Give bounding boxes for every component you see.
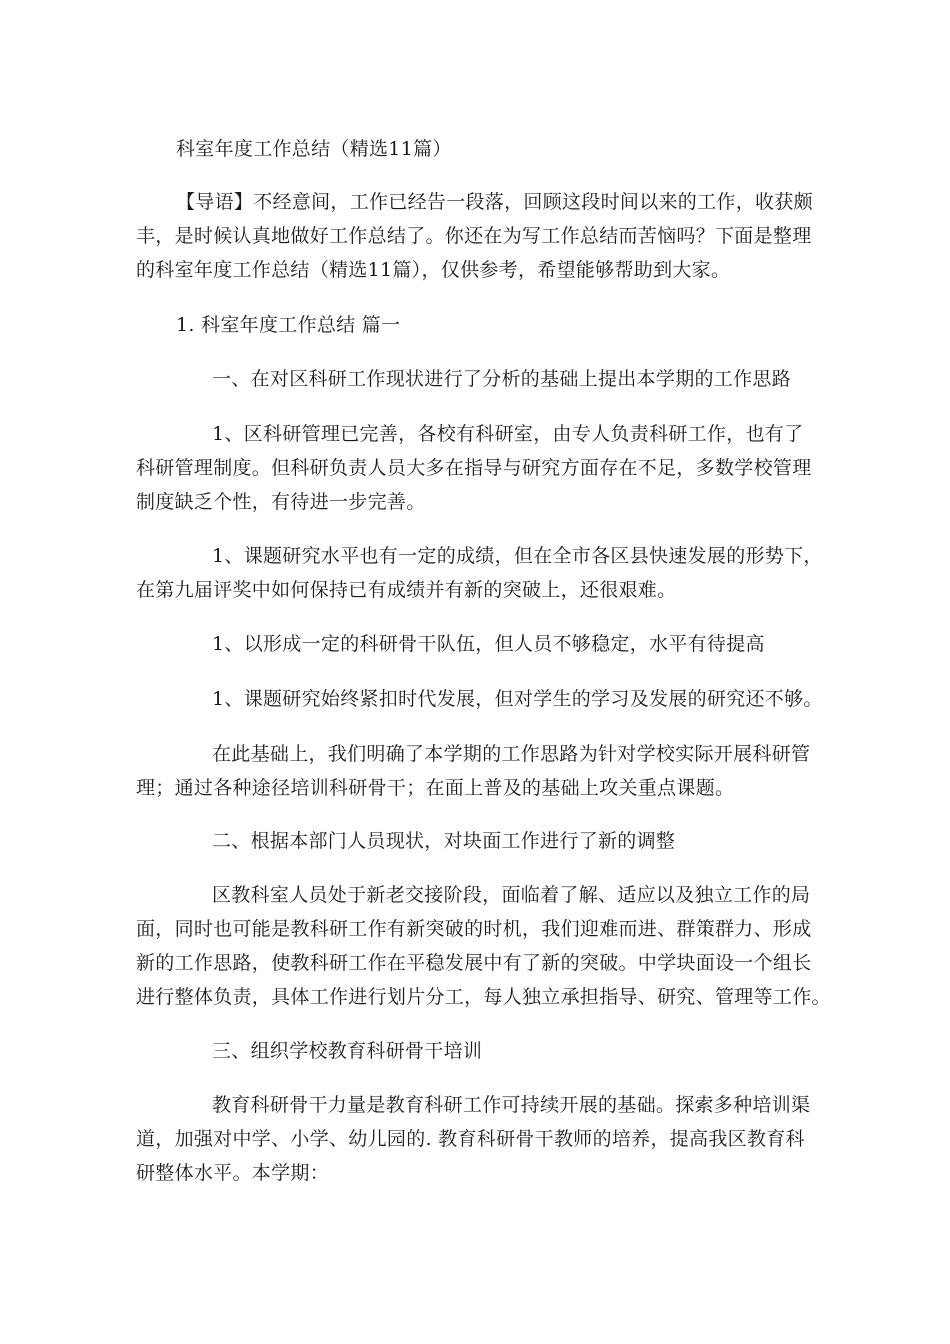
p3-line: 1、以形成一定的科研骨干队伍，但人员不够稳定，水平有待提高	[212, 633, 765, 655]
p6-line-1: 区教科室人员处于新老交接阶段，面临着了解、适应以及独立工作的局	[212, 884, 811, 906]
intro-line-2: 丰，是时候认真地做好工作总结了。你还在为写工作总结而苦恼吗？下面是整理	[136, 225, 812, 247]
heading-one	[136, 362, 821, 396]
paragraph-6	[136, 878, 831, 1014]
heading-three-line: 三、组织学校教育科研骨干培训	[212, 1040, 483, 1062]
p7-line-1: 教育科研骨干力量是教育科研工作可持续开展的基础。探索多种培训渠	[212, 1094, 811, 1116]
heading-three	[136, 1034, 821, 1068]
p7-line-2: 道，加强对中学、小学、幼儿园的. 教育科研骨干教师的培养，提高我区教育科	[136, 1128, 805, 1150]
intro-line-3: 的科室年度工作总结（精选11篇），仅供参考，希望能够帮助到大家。	[136, 259, 731, 281]
intro-paragraph	[136, 185, 821, 287]
heading-two-line: 二、根据本部门人员现状，对块面工作进行了新的调整	[212, 830, 676, 852]
p4-line: 1、课题研究始终紧扣时代发展，但对学生的学习及发展的研究还不够。	[212, 688, 823, 710]
paragraph-5	[136, 737, 821, 805]
p2-line-2: 在第九届评奖中如何保持已有成绩并有新的突破上，还很艰难。	[136, 579, 677, 601]
paragraph-2	[136, 539, 821, 607]
paragraph-1	[136, 417, 821, 519]
p1-line-2: 科研管理制度。但科研负责人员大多在指导与研究方面存在不足，多数学校管理	[136, 457, 812, 479]
p6-line-2: 面，同时也可能是教科研工作有新突破的时机，我们迎难而进、群策群力、形成	[136, 918, 812, 940]
paragraph-3	[136, 627, 821, 661]
title-line: 科室年度工作总结（精选11篇）	[176, 138, 452, 160]
p1-line-1: 1、区科研管理已完善，各校有科研室，由专人负责科研工作，也有了	[212, 423, 804, 445]
section-title-line: 1. 科室年度工作总结 篇一	[176, 314, 401, 336]
intro-line-1: 【导语】不经意间，工作已经告一段落，回顾这段时间以来的工作，收获颇	[176, 191, 813, 213]
paragraph-7	[136, 1088, 821, 1190]
p5-line-2: 理；通过各种途径培训科研骨干；在面上普及的基础上攻关重点课题。	[136, 777, 735, 799]
p7-line-3: 研整体水平。本学期：	[136, 1162, 330, 1184]
heading-one-line: 一、在对区科研工作现状进行了分析的基础上提出本学期的工作思路	[212, 368, 792, 390]
paragraph-4	[136, 682, 821, 716]
section-title	[136, 308, 821, 342]
p5-line-1: 在此基础上，我们明确了本学期的工作思路为针对学校实际开展科研管	[212, 743, 811, 765]
heading-two	[136, 824, 821, 858]
p6-line-3: 新的工作思路，使教科研工作在平稳发展中有了新的突破。中学块面设一个组长	[136, 952, 812, 974]
document-title	[136, 132, 821, 166]
p6-line-4: 进行整体负责，具体工作进行划片分工，每人独立承担指导、研究、管理等工作。	[136, 986, 831, 1008]
p1-line-3: 制度缺乏个性，有待进一步完善。	[136, 491, 426, 513]
p2-line-1: 1、课题研究水平也有一定的成绩，但在全市各区县快速发展的形势下，	[212, 545, 823, 567]
